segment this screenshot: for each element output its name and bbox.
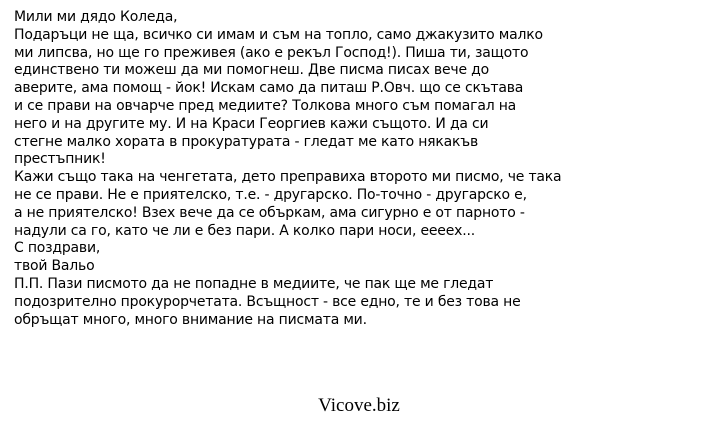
letter-line: Кажи също така на ченгетата, дето преправиха второто ми писмо, че така xyxy=(14,169,562,186)
letter-line: не се прави. Не е приятелско, т.е. - другарско. По-точно - другарско е, xyxy=(14,186,527,203)
letter-postscript: П.П. Пази писмото да не попадне в медиите, че пак ще ме гледат xyxy=(14,275,494,292)
letter-line: а не приятелско! Взех вече да се объркам, ама сигурно е от парното - xyxy=(14,204,525,221)
letter-postscript: обръщат много, много внимание на писмата ми. xyxy=(14,311,367,328)
letter-line: и се прави на овчарче пред медиите? Толкова много съм помагал на xyxy=(14,97,517,114)
letter-greeting: Мили ми дядо Коледа, xyxy=(14,9,178,25)
letter-line: престъпник! xyxy=(14,151,106,168)
letter-line: единствено ти можеш да ми помогнеш. Две писма писах вече до xyxy=(14,62,489,79)
letter-line: Подаръци не ща, всичко си имам и съм на топло, само джакузито малко xyxy=(14,26,543,43)
site-watermark: Vicove.biz xyxy=(318,395,400,416)
letter-line: него и на другите му. И на Краси Георгиев кажи същото. И да си xyxy=(14,115,489,132)
letter-signature: твой Вальо xyxy=(14,258,95,275)
letter-line: ми липсва, но ще го преживея (ако е рекъл Господ!). Пиша ти, защото xyxy=(14,44,529,61)
letter-line: стегне малко хората в прокуратурата - гледат ме като някакъв xyxy=(14,133,479,150)
letter-postscript: подозрително прокурорчетата. Всъщност - все едно, те и без това не xyxy=(14,293,521,310)
letter-body xyxy=(14,9,704,329)
letter-line: надули са го, като че ли е без пари. А колко пари носи, ееееx... xyxy=(14,222,475,239)
letter-closing: С поздрави, xyxy=(14,240,101,257)
letter-line: аверите, ама помощ - йок! Искам само да питаш Р.Овч. що се скътава xyxy=(14,80,524,97)
